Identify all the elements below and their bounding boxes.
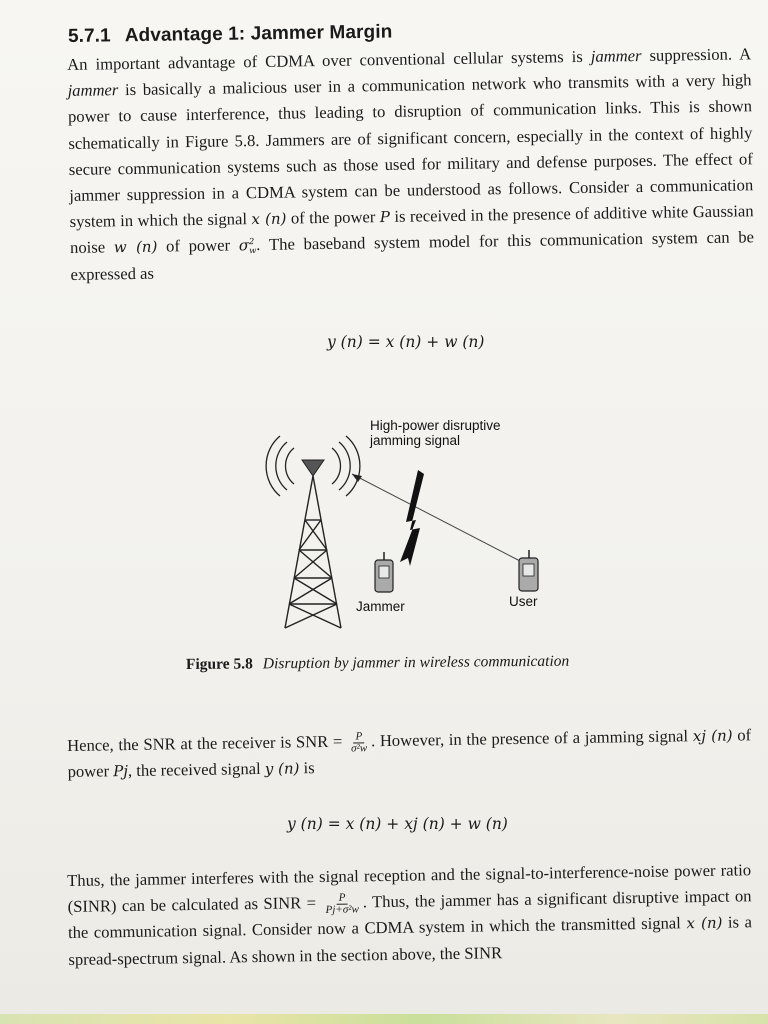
- caption-text: Disruption by jammer in wireless communication: [262, 652, 570, 673]
- text-run: . The baseband system model for this communication system can be expressed as: [70, 227, 755, 284]
- text-run: of power: [157, 235, 239, 257]
- fraction-denominator: σ²w: [350, 741, 368, 755]
- fraction-sinr: [323, 892, 361, 916]
- section-number: 5.7.1: [67, 25, 111, 47]
- cell-tower-icon: [285, 476, 341, 628]
- jamming-label-line2: jamming signal: [370, 433, 461, 448]
- math-sup: 2: [248, 236, 255, 247]
- math-noise-w: w (n): [113, 238, 158, 257]
- math-received-y: y (n): [264, 759, 300, 779]
- page-edge: [0, 1014, 768, 1024]
- equation-jammed: y (n) = x (n) + xj (n) + w (n): [287, 815, 508, 833]
- paragraph-sinr: [67, 857, 753, 973]
- math-jam-signal: xj (n): [692, 726, 733, 746]
- text-run: suppression. A: [641, 44, 752, 65]
- math-sub: w: [249, 245, 257, 256]
- paragraph-jammer-intro: [67, 41, 755, 288]
- emphasis-jammer: jammer: [67, 80, 119, 101]
- jamming-signal-label: [370, 418, 501, 448]
- emphasis-jammer: jammer: [590, 45, 642, 66]
- figure-jammer-diagram: [260, 410, 560, 650]
- text-run: is a spread-spectrum signal. As shown in the section above, the SINR: [68, 912, 753, 969]
- fraction-numerator: P: [337, 892, 348, 904]
- fraction-denominator: Pj+σ²w: [325, 903, 359, 916]
- section-heading: [68, 21, 393, 48]
- caption-label: Figure 5.8: [185, 655, 253, 673]
- math-signal-x: x (n): [686, 914, 723, 933]
- text-run: is: [299, 758, 315, 778]
- equation-baseband: y (n) = x (n) + w (n): [327, 333, 485, 351]
- paragraph-snr: [67, 722, 752, 785]
- fraction-snr: [349, 731, 369, 754]
- text-run: Thus, the jammer interferes with the signal reception and the signal-to-interference-noise power ratio (SINR) can be calculated as SINR =: [67, 860, 752, 917]
- lightning-bolt-icon: [400, 470, 424, 566]
- text-run: , the received signal: [127, 759, 265, 781]
- jammer-phone-icon: [375, 552, 393, 592]
- text-run: . However, in the presence of a jamming signal: [370, 726, 693, 751]
- figure-caption: [186, 653, 569, 674]
- text-run: An important advantage of CDMA over conventional cellular systems is: [67, 46, 591, 74]
- text-run: is basically a malicious user in a communication network who transmits with a very high power to cause interference, thus leading to disruption of communication links. This is shown schematically in Figure 5.8. Jammers are of significant concern, especially in the context of highly secure communication systems such as those used for military and defense purposes. The effect of jammer suppression in a CDMA system can be understood as follows. Consider a communication system in which the signal: [67, 70, 754, 232]
- signal-line: [352, 474, 522, 562]
- text-run: of power: [67, 725, 752, 782]
- section-title: Advantage 1: Jammer Margin: [124, 21, 393, 47]
- text-run: Hence, the SNR at the receiver is SNR =: [67, 731, 348, 755]
- jammer-label: Jammer: [356, 599, 405, 614]
- fraction-numerator: P: [353, 731, 364, 743]
- math-noise-power: [239, 236, 257, 254]
- user-label: User: [509, 594, 538, 609]
- text-run: . Thus, the jammer has a significant disruptive impact on the communication signal. Consider now a CDMA system in which the transmitted signal: [67, 886, 752, 943]
- text-run: of the power: [286, 207, 380, 228]
- user-phone-icon: [519, 550, 538, 591]
- math-signal-x: x (n): [251, 209, 287, 229]
- antenna-icon: [302, 460, 324, 476]
- math-jam-power: Pj: [113, 762, 129, 781]
- text-run: is received in the presence of additive white Gaussian noise: [69, 201, 754, 258]
- math-sigma: σ: [238, 236, 250, 255]
- math-power-p: P: [379, 208, 391, 227]
- jamming-label-line1: High-power disruptive: [370, 418, 501, 433]
